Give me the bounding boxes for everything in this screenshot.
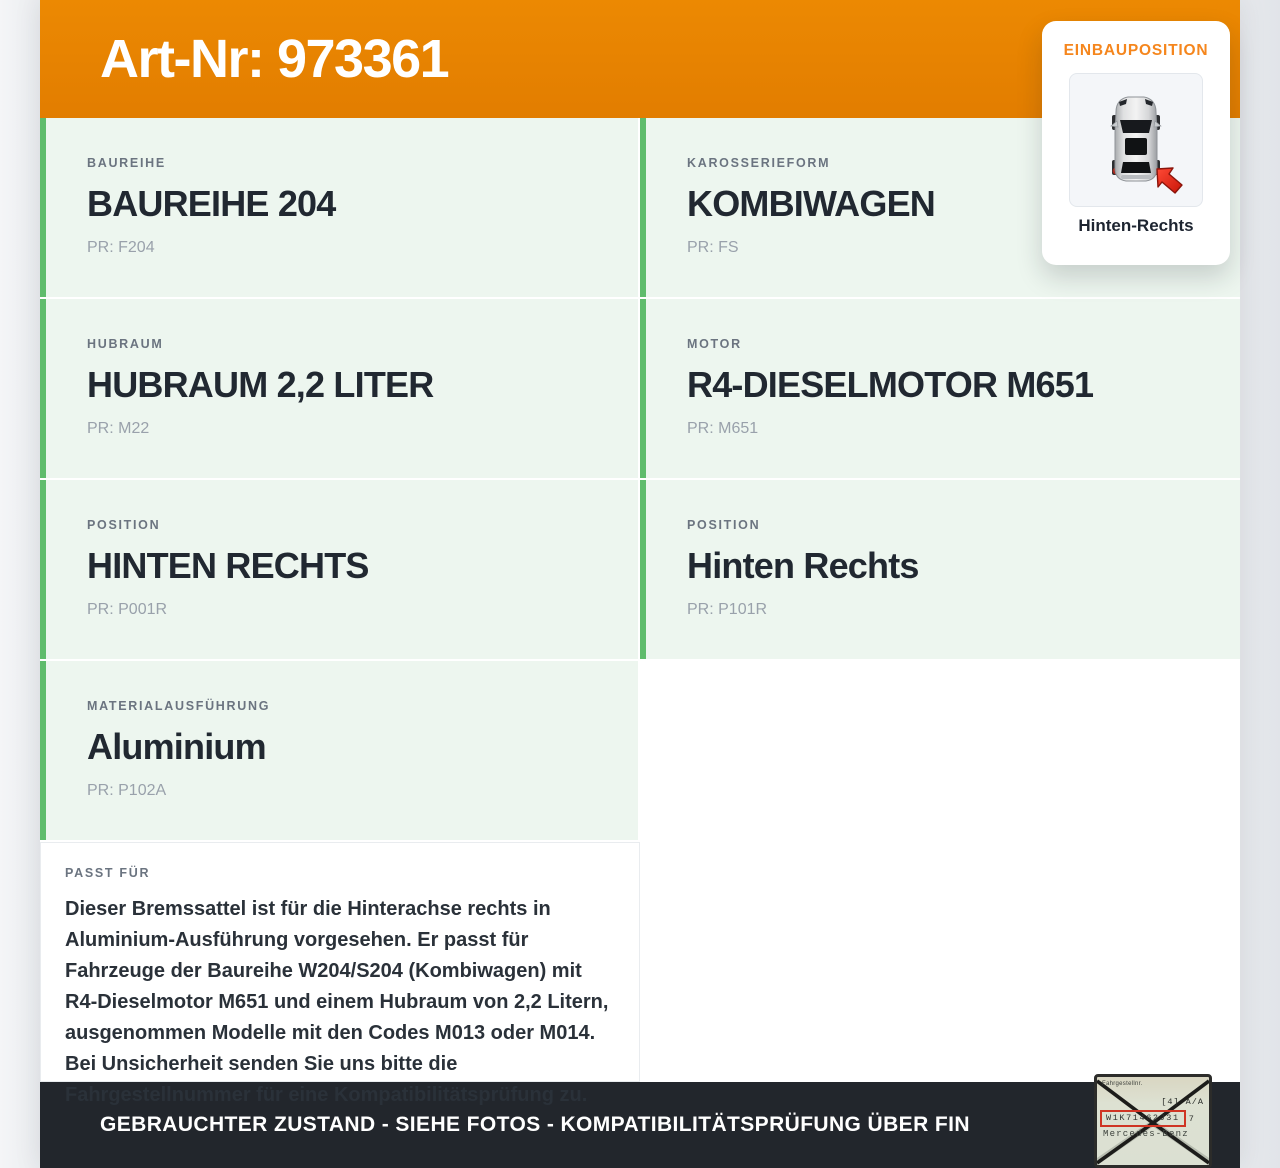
- listing-page: [40, 0, 1240, 1168]
- spec-label: HUBRAUM: [87, 337, 164, 351]
- spec-pr-code: PR: P102A: [87, 782, 167, 799]
- passt-fuer-label: PASST FÜR: [65, 866, 151, 880]
- spec-value: R4-DIESELMOTOR M651: [687, 364, 1094, 405]
- car-top-view-icon: [1070, 74, 1202, 206]
- vin-row: [1100, 1110, 1194, 1127]
- spec-pr-code: PR: M651: [687, 420, 759, 437]
- spec-card-baureihe: [40, 118, 638, 297]
- spec-label: POSITION: [687, 518, 761, 532]
- vin-field-label: Fahrgestellnr.: [1102, 1081, 1143, 1087]
- spec-value: Hinten Rechts: [687, 545, 919, 586]
- vin-number: W1K71462J31: [1100, 1110, 1186, 1127]
- spec-value: HINTEN RECHTS: [87, 545, 369, 586]
- spec-label: POSITION: [87, 518, 161, 532]
- spec-value: KOMBIWAGEN: [687, 183, 935, 224]
- spec-pr-code: PR: P001R: [87, 601, 168, 618]
- einbauposition-label: EINBAUPOSITION: [1063, 42, 1209, 59]
- spec-label: KAROSSERIEFORM: [687, 156, 831, 170]
- spec-card-position-links: [40, 480, 638, 659]
- spec-label: MATERIALAUSFÜHRUNG: [87, 699, 271, 713]
- spec-pr-code: PR: F204: [87, 239, 155, 256]
- vin-tail-digit: 7: [1188, 1113, 1194, 1124]
- einbauposition-card: [1042, 21, 1230, 265]
- spec-value: BAUREIHE 204: [87, 183, 336, 224]
- spec-value: HUBRAUM 2,2 LITER: [87, 364, 434, 405]
- footer-condition-text: GEBRAUCHTER ZUSTAND - SIEHE FOTOS - KOMPATIBILITÄTSPRÜFUNG ÜBER FIN: [100, 1113, 970, 1136]
- article-number-title: Art-Nr: 973361: [100, 29, 449, 89]
- vin-type-code: [4] A/A: [1161, 1097, 1204, 1107]
- spec-card-hubraum: [40, 299, 638, 478]
- spec-card-motor: [640, 299, 1240, 478]
- red-arrow-icon: [1157, 168, 1182, 193]
- spec-label: BAUREIHE: [87, 156, 166, 170]
- empty-grid-cell: [640, 661, 1240, 840]
- spec-pr-code: PR: P101R: [687, 601, 768, 618]
- spec-pr-code: PR: FS: [687, 239, 739, 256]
- spec-label: MOTOR: [687, 337, 742, 351]
- vin-brand-text: Mercedes-Benz: [1103, 1129, 1189, 1139]
- spec-value: Aluminium: [87, 726, 266, 767]
- spec-pr-code: PR: M22: [87, 420, 150, 437]
- einbauposition-caption: Hinten-Rechts: [1078, 216, 1194, 235]
- spec-card-position-rechts: [640, 480, 1240, 659]
- passt-fuer-card: [40, 842, 640, 1106]
- passt-fuer-text: Dieser Bremssattel ist für die Hinterachse rechts in Aluminium-Ausführung vorgesehen. Er passt für Fahrzeuge der Baureihe W204/S204 (Kombiwagen) mit R4-Dieselmotor M651 und einem Hubraum von 2,2 Litern, ausgenommen Modelle mit den Codes M013 oder M014. Bei Unsicherheit senden Sie uns bitte die Fahrgestellnummer für eine Kompatibilitätsprüfung zu.: [65, 898, 609, 1106]
- car-position-image-box: [1069, 73, 1203, 207]
- spec-card-material: [40, 661, 638, 840]
- vin-plate-image: [1094, 1074, 1212, 1168]
